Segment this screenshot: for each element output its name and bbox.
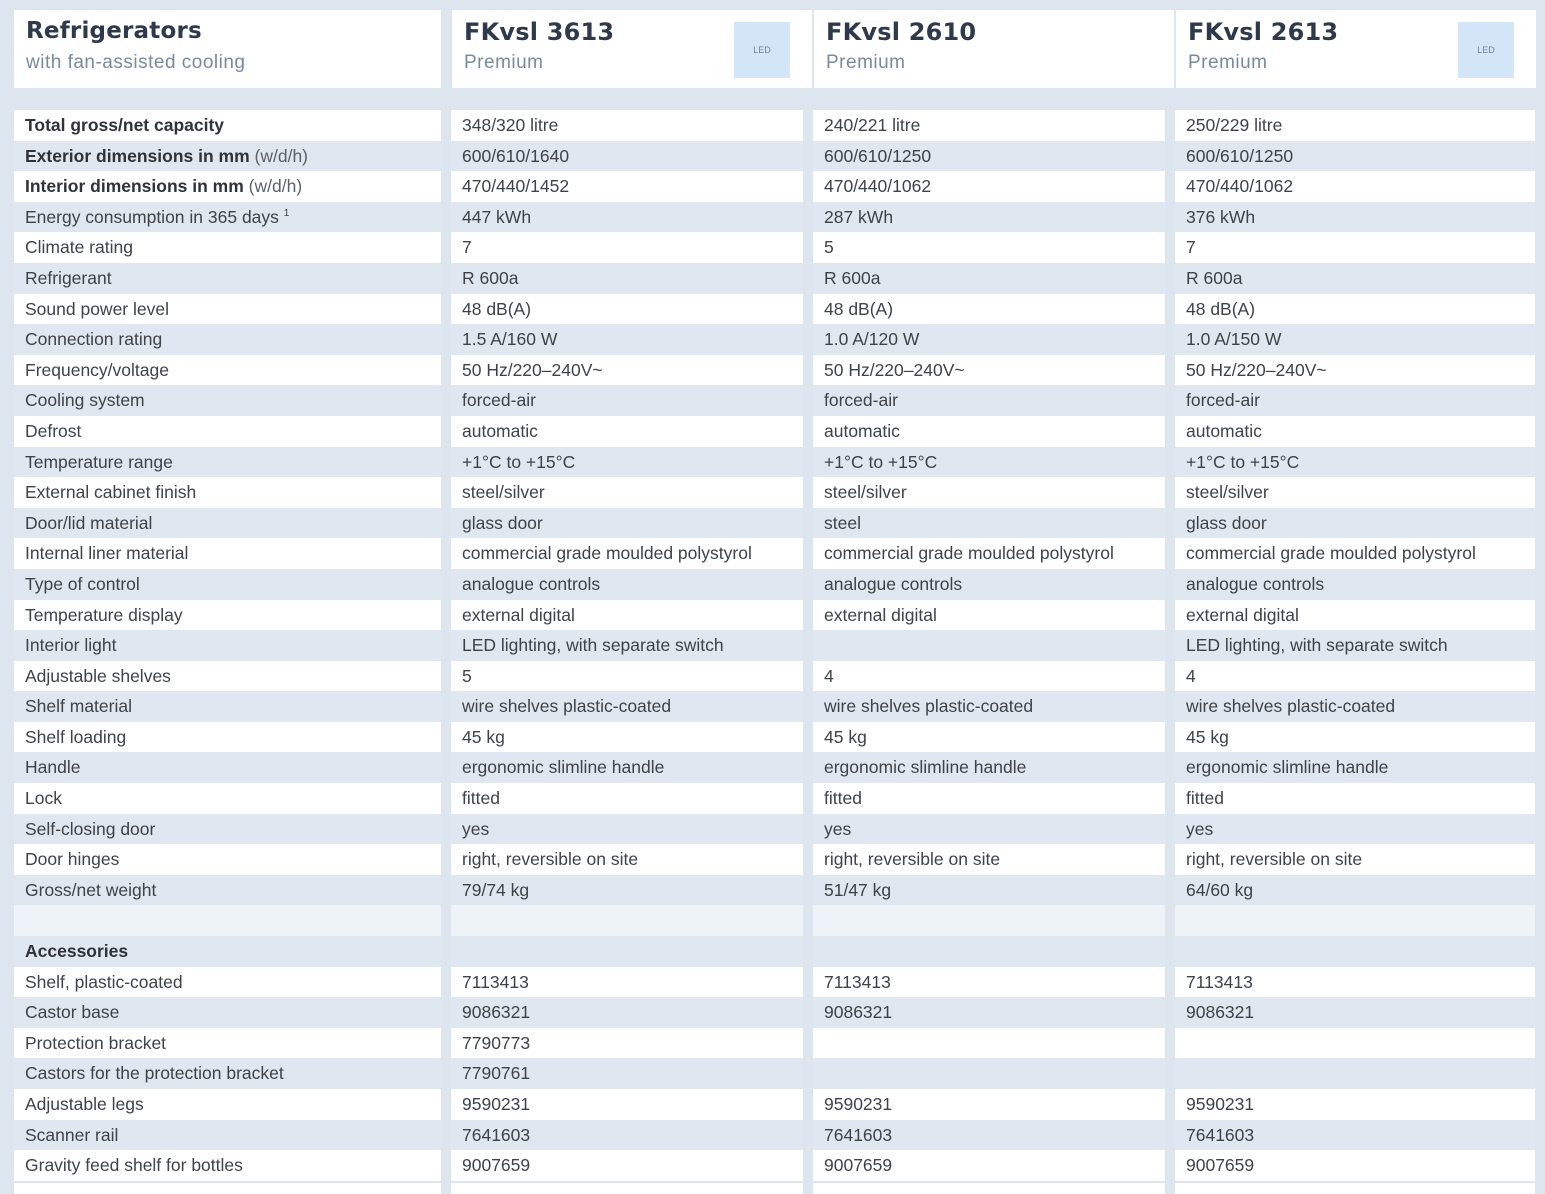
row-label-text: Refrigerant bbox=[25, 267, 112, 288]
spec-row bbox=[14, 600, 1536, 631]
value-cell-3: R 600a bbox=[1175, 263, 1535, 294]
value-cell-2 bbox=[813, 936, 1165, 967]
value-cell-3 bbox=[1175, 1058, 1535, 1089]
row-label bbox=[14, 875, 441, 906]
row-label-text: Energy consumption in 365 days bbox=[25, 206, 279, 227]
accessory-row bbox=[14, 1120, 1536, 1151]
model-name: FKvsl 2610 bbox=[826, 18, 977, 46]
value-cell-2: 600/610/1250 bbox=[813, 141, 1165, 172]
value-cell-2: external digital bbox=[813, 600, 1165, 631]
spec-row bbox=[14, 110, 1536, 141]
value-cell-3 bbox=[1175, 905, 1535, 936]
value-cell-2 bbox=[813, 1058, 1165, 1089]
spec-table bbox=[14, 110, 1536, 1181]
value-cell-1: 470/440/1452 bbox=[451, 171, 803, 202]
value-cell-3: wire shelves plastic-coated bbox=[1175, 691, 1535, 722]
row-label-text: Temperature display bbox=[25, 604, 183, 625]
row-label bbox=[14, 1058, 441, 1089]
value-cell-3: 1.0 A/150 W bbox=[1175, 324, 1535, 355]
value-cell-1: 9007659 bbox=[451, 1150, 803, 1181]
value-cell-3: 250/229 litre bbox=[1175, 110, 1535, 141]
spec-row bbox=[14, 661, 1536, 692]
row-label bbox=[14, 202, 441, 233]
value-cell-2: 48 dB(A) bbox=[813, 294, 1165, 325]
value-cell-2: wire shelves plastic-coated bbox=[813, 691, 1165, 722]
value-cell-2: 287 kWh bbox=[813, 202, 1165, 233]
footnote-marker: 1 bbox=[283, 207, 290, 219]
row-label-text: Type of control bbox=[25, 573, 140, 594]
value-cell-1 bbox=[451, 905, 803, 936]
row-label bbox=[14, 691, 441, 722]
value-cell-3: analogue controls bbox=[1175, 569, 1535, 600]
row-label bbox=[14, 569, 441, 600]
page-subtitle: with fan-assisted cooling bbox=[26, 52, 246, 73]
value-cell-1: 348/320 litre bbox=[451, 110, 803, 141]
value-cell-3: 48 dB(A) bbox=[1175, 294, 1535, 325]
row-label bbox=[14, 783, 441, 814]
value-cell-1: 7790761 bbox=[451, 1058, 803, 1089]
row-label-text: Interior light bbox=[25, 635, 117, 656]
value-cell-1: LED lighting, with separate switch bbox=[451, 630, 803, 661]
row-label bbox=[14, 171, 441, 202]
row-label bbox=[14, 416, 441, 447]
value-cell-1: analogue controls bbox=[451, 569, 803, 600]
value-cell-1: glass door bbox=[451, 508, 803, 539]
value-cell-1: external digital bbox=[451, 600, 803, 631]
value-cell-2: 7641603 bbox=[813, 1120, 1165, 1151]
row-label-text: Gross/net weight bbox=[25, 879, 157, 900]
spec-row bbox=[14, 294, 1536, 325]
spec-row bbox=[14, 477, 1536, 508]
value-cell-2: forced-air bbox=[813, 385, 1165, 416]
value-cell-2: yes bbox=[813, 814, 1165, 845]
row-label bbox=[14, 294, 441, 325]
row-label bbox=[14, 324, 441, 355]
value-cell-1: forced-air bbox=[451, 385, 803, 416]
value-cell-2: 240/221 litre bbox=[813, 110, 1165, 141]
spec-row bbox=[14, 385, 1536, 416]
value-cell-1: yes bbox=[451, 814, 803, 845]
row-label bbox=[14, 141, 441, 172]
value-cell-3: 9590231 bbox=[1175, 1089, 1535, 1120]
value-cell-2: 4 bbox=[813, 661, 1165, 692]
value-cell-2: analogue controls bbox=[813, 569, 1165, 600]
accessory-row bbox=[14, 1028, 1536, 1059]
spec-row bbox=[14, 630, 1536, 661]
accessory-row bbox=[14, 1089, 1536, 1120]
value-cell-2: 470/440/1062 bbox=[813, 171, 1165, 202]
value-cell-3: 50 Hz/220–240V~ bbox=[1175, 355, 1535, 386]
spec-row bbox=[14, 324, 1536, 355]
row-label bbox=[14, 1120, 441, 1151]
model-header-1 bbox=[452, 10, 812, 88]
row-label bbox=[14, 232, 441, 263]
value-cell-1: 5 bbox=[451, 661, 803, 692]
spec-row bbox=[14, 141, 1536, 172]
row-label bbox=[14, 385, 441, 416]
spec-row bbox=[14, 691, 1536, 722]
spacer-row bbox=[14, 905, 1536, 936]
value-cell-2: automatic bbox=[813, 416, 1165, 447]
value-cell-3: 376 kWh bbox=[1175, 202, 1535, 233]
spec-row bbox=[14, 263, 1536, 294]
row-label-text: Cooling system bbox=[25, 390, 145, 411]
value-cell-2: R 600a bbox=[813, 263, 1165, 294]
value-cell-1: 7641603 bbox=[451, 1120, 803, 1151]
row-label-text: Handle bbox=[25, 757, 81, 778]
value-cell-3: 600/610/1250 bbox=[1175, 141, 1535, 172]
row-label-text: Adjustable shelves bbox=[25, 665, 171, 686]
model-name: FKvsl 2613 bbox=[1188, 18, 1339, 46]
row-label-text: Total gross/net capacity bbox=[25, 115, 225, 135]
row-label-text: Protection bracket bbox=[25, 1032, 167, 1053]
value-cell-2: 9007659 bbox=[813, 1150, 1165, 1181]
value-cell-3: 7641603 bbox=[1175, 1120, 1535, 1151]
table-bottom-strip bbox=[14, 1183, 1536, 1194]
row-label bbox=[14, 752, 441, 783]
value-cell-2: fitted bbox=[813, 783, 1165, 814]
value-cell-2: commercial grade moulded polystyrol bbox=[813, 538, 1165, 569]
row-label-text: Sound power level bbox=[25, 298, 169, 319]
spec-row bbox=[14, 569, 1536, 600]
model-line: Premium bbox=[1188, 52, 1268, 73]
value-cell-1: automatic bbox=[451, 416, 803, 447]
row-label bbox=[14, 110, 441, 141]
value-cell-1 bbox=[451, 936, 803, 967]
row-label bbox=[14, 844, 441, 875]
row-label-text: Shelf material bbox=[25, 696, 132, 717]
row-label bbox=[14, 967, 441, 998]
row-label bbox=[14, 263, 441, 294]
row-label-text: Castors for the protection bracket bbox=[25, 1063, 284, 1084]
spec-row bbox=[14, 783, 1536, 814]
value-cell-1: 1.5 A/160 W bbox=[451, 324, 803, 355]
model-name: FKvsl 3613 bbox=[464, 18, 615, 46]
value-cell-3: forced-air bbox=[1175, 385, 1535, 416]
row-label bbox=[14, 600, 441, 631]
row-label-text: Frequency/voltage bbox=[25, 359, 169, 380]
led-badge-icon: LED bbox=[1458, 22, 1514, 78]
value-cell-2: steel/silver bbox=[813, 477, 1165, 508]
value-cell-3: +1°C to +15°C bbox=[1175, 447, 1535, 478]
row-label bbox=[14, 355, 441, 386]
value-cell-2: right, reversible on site bbox=[813, 844, 1165, 875]
value-cell-1: 7790773 bbox=[451, 1028, 803, 1059]
row-label bbox=[14, 1150, 441, 1181]
row-label-text: Lock bbox=[25, 788, 62, 809]
value-cell-3: 9086321 bbox=[1175, 997, 1535, 1028]
value-cell-1: R 600a bbox=[451, 263, 803, 294]
row-label bbox=[14, 661, 441, 692]
accessory-row bbox=[14, 1058, 1536, 1089]
value-cell-3: yes bbox=[1175, 814, 1535, 845]
row-label-text: Castor base bbox=[25, 1002, 120, 1023]
value-cell-2: 1.0 A/120 W bbox=[813, 324, 1165, 355]
row-label-text: Exterior dimensions in mm bbox=[25, 145, 250, 166]
value-cell-1: 7 bbox=[451, 232, 803, 263]
value-cell-3: LED lighting, with separate switch bbox=[1175, 630, 1535, 661]
row-label bbox=[14, 905, 441, 936]
value-cell-1: 9590231 bbox=[451, 1089, 803, 1120]
row-label bbox=[14, 1089, 441, 1120]
value-cell-3: fitted bbox=[1175, 783, 1535, 814]
page-title: Refrigerators bbox=[26, 18, 202, 44]
row-label-text: Gravity feed shelf for bottles bbox=[25, 1155, 243, 1176]
value-cell-2: 45 kg bbox=[813, 722, 1165, 753]
value-cell-1: ergonomic slimline handle bbox=[451, 752, 803, 783]
value-cell-3: external digital bbox=[1175, 600, 1535, 631]
value-cell-1: 447 kWh bbox=[451, 202, 803, 233]
value-cell-3: 9007659 bbox=[1175, 1150, 1535, 1181]
row-label bbox=[14, 1028, 441, 1059]
accessory-row bbox=[14, 967, 1536, 998]
value-cell-1: 50 Hz/220–240V~ bbox=[451, 355, 803, 386]
spec-row bbox=[14, 844, 1536, 875]
value-cell-1: fitted bbox=[451, 783, 803, 814]
value-cell-1: wire shelves plastic-coated bbox=[451, 691, 803, 722]
row-label-text: Connection rating bbox=[25, 329, 163, 350]
model-header-2 bbox=[814, 10, 1174, 88]
spec-row bbox=[14, 355, 1536, 386]
led-badge-icon: LED bbox=[734, 22, 790, 78]
value-cell-2: 7113413 bbox=[813, 967, 1165, 998]
spec-row bbox=[14, 814, 1536, 845]
row-label-unit: (w/d/h) bbox=[254, 145, 308, 166]
value-cell-3: 7113413 bbox=[1175, 967, 1535, 998]
row-label-text: External cabinet finish bbox=[25, 482, 197, 503]
row-label bbox=[14, 538, 441, 569]
value-cell-2: 50 Hz/220–240V~ bbox=[813, 355, 1165, 386]
value-cell-2: 9086321 bbox=[813, 997, 1165, 1028]
spec-row bbox=[14, 752, 1536, 783]
value-cell-2: 51/47 kg bbox=[813, 875, 1165, 906]
row-label-text: Internal liner material bbox=[25, 543, 189, 564]
value-cell-1: steel/silver bbox=[451, 477, 803, 508]
value-cell-3: 45 kg bbox=[1175, 722, 1535, 753]
spec-row bbox=[14, 538, 1536, 569]
row-label-text: Defrost bbox=[25, 420, 82, 441]
value-cell-3: 470/440/1062 bbox=[1175, 171, 1535, 202]
accessory-row bbox=[14, 1150, 1536, 1181]
spec-row bbox=[14, 416, 1536, 447]
value-cell-1: +1°C to +15°C bbox=[451, 447, 803, 478]
value-cell-1: commercial grade moulded polystyrol bbox=[451, 538, 803, 569]
spec-row bbox=[14, 722, 1536, 753]
row-label-text: Adjustable legs bbox=[25, 1094, 144, 1114]
row-label-text: Climate rating bbox=[25, 237, 133, 258]
value-cell-1: 79/74 kg bbox=[451, 875, 803, 906]
row-label-text: Door/lid material bbox=[25, 512, 153, 533]
value-cell-2 bbox=[813, 1028, 1165, 1059]
value-cell-2: 5 bbox=[813, 232, 1165, 263]
row-label bbox=[14, 722, 441, 753]
value-cell-1: 600/610/1640 bbox=[451, 141, 803, 172]
value-cell-3: steel/silver bbox=[1175, 477, 1535, 508]
value-cell-3: 64/60 kg bbox=[1175, 875, 1535, 906]
spec-row bbox=[14, 508, 1536, 539]
row-label bbox=[14, 814, 441, 845]
value-cell-3 bbox=[1175, 1028, 1535, 1059]
value-cell-3: 7 bbox=[1175, 232, 1535, 263]
row-label-text: Accessories bbox=[25, 941, 129, 962]
model-line: Premium bbox=[464, 52, 544, 73]
spec-row bbox=[14, 875, 1536, 906]
value-cell-1: 45 kg bbox=[451, 722, 803, 753]
row-label bbox=[14, 477, 441, 508]
row-label-text: Door hinges bbox=[25, 849, 120, 870]
value-cell-3 bbox=[1175, 936, 1535, 967]
row-label-text: Temperature range bbox=[25, 451, 173, 472]
row-label-text: Shelf loading bbox=[25, 726, 127, 747]
value-cell-2 bbox=[813, 905, 1165, 936]
value-cell-1: 9086321 bbox=[451, 997, 803, 1028]
value-cell-3: 4 bbox=[1175, 661, 1535, 692]
value-cell-3: commercial grade moulded polystyrol bbox=[1175, 538, 1535, 569]
row-label-text: Scanner rail bbox=[25, 1124, 119, 1145]
value-cell-2: ergonomic slimline handle bbox=[813, 752, 1165, 783]
accessories-heading-row bbox=[14, 936, 1536, 967]
value-cell-3: glass door bbox=[1175, 508, 1535, 539]
value-cell-2: 9590231 bbox=[813, 1089, 1165, 1120]
value-cell-3: ergonomic slimline handle bbox=[1175, 752, 1535, 783]
model-header-3 bbox=[1176, 10, 1536, 88]
value-cell-3: right, reversible on site bbox=[1175, 844, 1535, 875]
row-label-unit: (w/d/h) bbox=[248, 176, 303, 197]
row-label bbox=[14, 447, 441, 478]
row-label bbox=[14, 997, 441, 1028]
table-header-label bbox=[14, 10, 441, 88]
row-label-text: Interior dimensions in mm bbox=[25, 176, 244, 197]
accessory-row bbox=[14, 997, 1536, 1028]
value-cell-3: automatic bbox=[1175, 416, 1535, 447]
spec-row bbox=[14, 171, 1536, 202]
spec-row bbox=[14, 447, 1536, 478]
row-label bbox=[14, 936, 441, 967]
value-cell-1: right, reversible on site bbox=[451, 844, 803, 875]
row-label bbox=[14, 630, 441, 661]
spec-row bbox=[14, 202, 1536, 233]
row-label-text: Self-closing door bbox=[25, 818, 156, 839]
spec-row bbox=[14, 232, 1536, 263]
value-cell-2: steel bbox=[813, 508, 1165, 539]
row-label-text: Shelf, plastic-coated bbox=[25, 971, 183, 992]
value-cell-2: +1°C to +15°C bbox=[813, 447, 1165, 478]
row-label bbox=[14, 508, 441, 539]
value-cell-1: 7113413 bbox=[451, 967, 803, 998]
model-line: Premium bbox=[826, 52, 906, 73]
value-cell-2 bbox=[813, 630, 1165, 661]
value-cell-1: 48 dB(A) bbox=[451, 294, 803, 325]
